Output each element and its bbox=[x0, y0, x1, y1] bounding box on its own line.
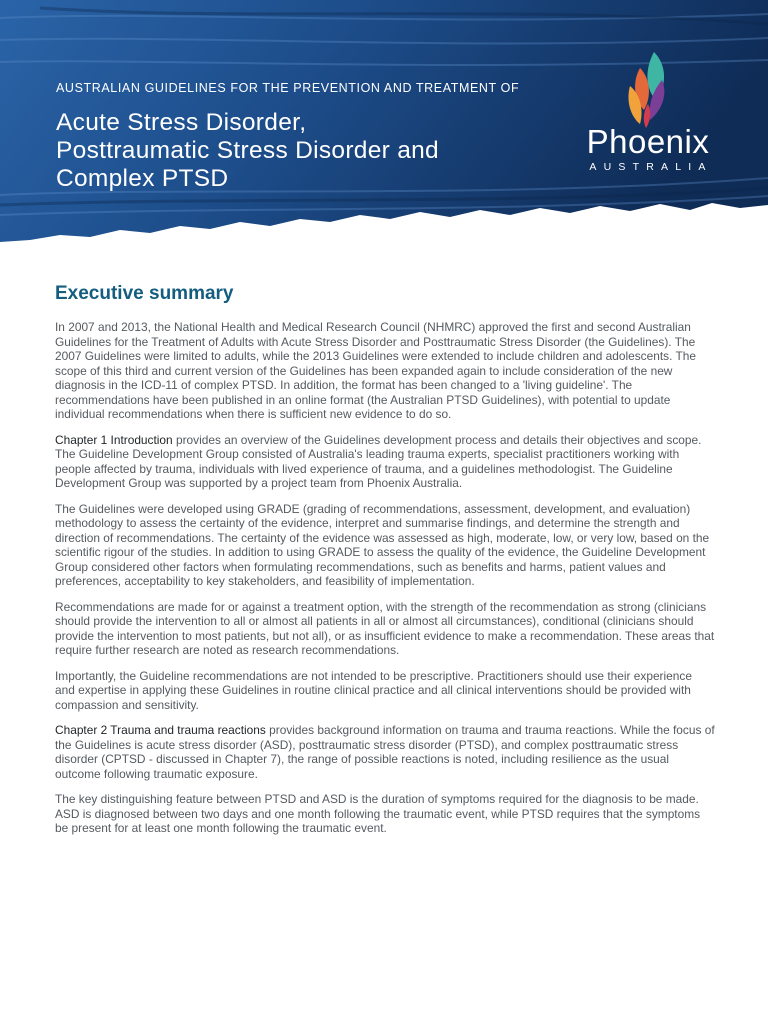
executive-summary-section bbox=[55, 282, 715, 847]
paragraph bbox=[55, 600, 715, 658]
paragraph-text: In 2007 and 2013, the National Health and Medical Research Council (NHMRC) approved the first and second Australian Guidelines for the Treatment of Adults with Acute Stress Disorder and Posttraumatic Stress Disorder (the Guidelines). The 2007 Guidelines were limited to adults, while the 2013 Guidelines were extended to include children and adolescents. The scope of this third and current version of the Guidelines has been expanded again to include consideration of the new diagnosis in the ICD-11 of complex PTSD. In addition, the format has been changed to a 'living guideline'. The recommendations have been published in an online format (the Australian PTSD Guidelines), with potential to update individual recommendations when there is sufficient new evidence to do so. bbox=[55, 320, 696, 421]
paragraph-lead: Chapter 2 Trauma and trauma reactions bbox=[55, 723, 266, 737]
paragraph-lead: Chapter 1 Introduction bbox=[55, 432, 173, 447]
title-line: Acute Stress Disorder, bbox=[56, 109, 307, 136]
title-line: Complex PTSD bbox=[56, 165, 229, 192]
paragraph bbox=[55, 320, 715, 422]
paragraph-text: Importantly, the Guideline recommendations are not intended to be prescriptive. Practitioners should use their experience and expertise in applying these Guidelines in routine clinical practice and all clinical interventions should be provided with compassion and sensitivity. bbox=[55, 668, 692, 712]
paragraph-text: The Guidelines were developed using GRADE (grading of recommendations, assessment, development, and evaluation) methodology to assess the certainty of the evidence, interpret and summarise findings, and determine the strength and direction of recommendations. The certainty of the evidence was assessed as high, moderate, low, or very low, based on the scientific rigour of the studies. In addition to using GRADE to assess the quality of the evidence, the Guideline Development Group considered other factors when formulating recommendations, such as benefits and harms, patient values and preferences, acceptability to key stakeholders, and feasibility of implementation. bbox=[55, 501, 710, 588]
guidelines-kicker: AUSTRALIAN GUIDELINES FOR THE PREVENTION AND TREATMENT OF bbox=[56, 81, 520, 95]
paragraph-text: provides an overview of the Guidelines development process and details their objectives and scope. The Guideline Development Group consisted of Australia's leading trauma experts, specialist practitioners working with people affected by trauma, individuals with lived experience of trauma, and a guidelines methodologist. The Guideline Development Group was supported by a project team from Phoenix Australia. bbox=[55, 432, 702, 490]
paragraph-text: provides background information on trauma and trauma reactions. While the focus of the Guidelines is acute stress disorder (ASD), posttraumatic stress disorder (PTSD), and complex posttraumatic stress disorder (CPTSD - discussed in Chapter 7), the range of possible reactions is noted, including resilience as the usual outcome following traumatic exposure. bbox=[55, 723, 715, 781]
title-line: Posttraumatic Stress Disorder and bbox=[56, 137, 439, 164]
paragraph bbox=[55, 723, 715, 781]
paragraph bbox=[55, 502, 715, 589]
logo-name: Phoenix bbox=[586, 123, 710, 160]
paragraph-text: The key distinguishing feature between PTSD and ASD is the duration of symptoms required for the diagnosis to be made. ASD is diagnosed between two days and one month following the traumatic event, while PTSD requires that the symptoms be present for at least one month following the traumatic event. bbox=[55, 792, 701, 835]
logo-subtitle: AUSTRALIA bbox=[589, 161, 713, 173]
paragraph bbox=[55, 433, 715, 491]
paragraph bbox=[55, 669, 715, 713]
phoenix-feather-icon bbox=[618, 50, 678, 130]
paragraph bbox=[55, 792, 715, 836]
phoenix-australia-logo bbox=[578, 50, 718, 180]
document-title bbox=[56, 109, 576, 193]
section-heading: Executive summary bbox=[55, 283, 234, 304]
paragraph-text: Recommendations are made for or against a treatment option, with the strength of the recommendation as strong (clinicians should provide the intervention to all or almost all patients in all or almost all circumstances), conditional (clinicians should provide the intervention to most patients, but not all), or as insufficient evidence to make a recommendation. These areas that require further research are noted as research recommendations. bbox=[55, 599, 715, 657]
